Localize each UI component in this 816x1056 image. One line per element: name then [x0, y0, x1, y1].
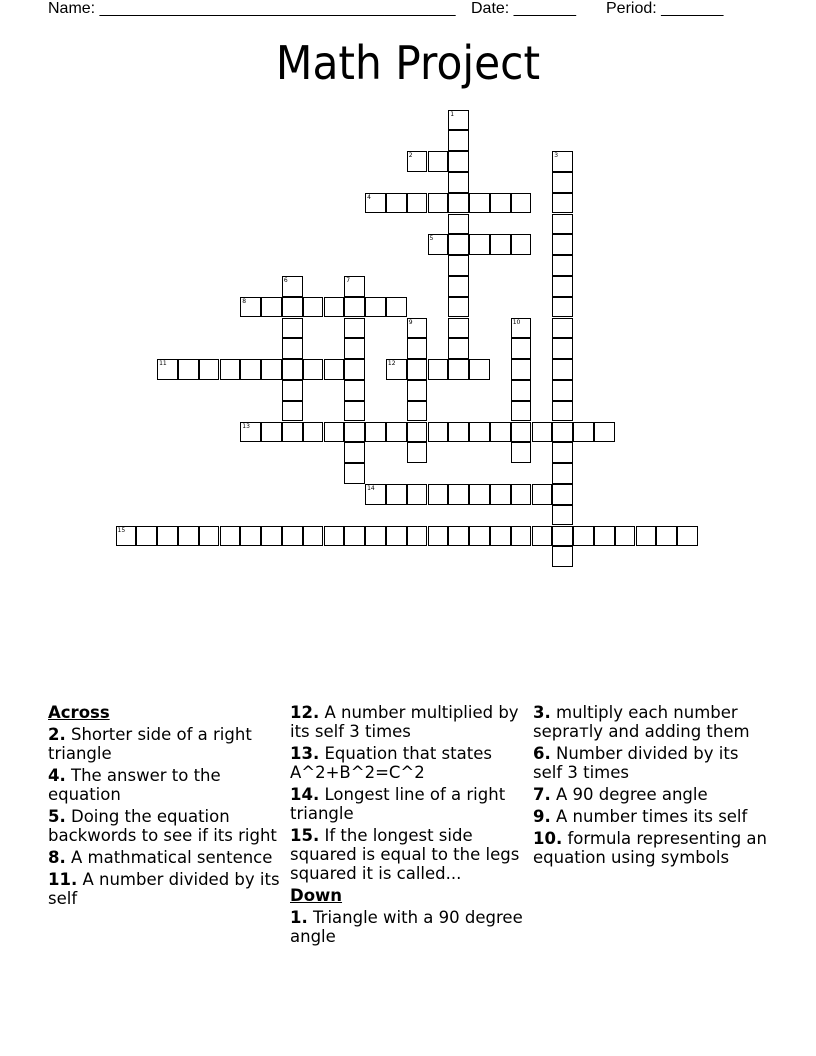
- clue-across: [48, 766, 283, 804]
- clue-across: [290, 785, 525, 823]
- crossword-cell[interactable]: [428, 234, 449, 255]
- crossword-cell[interactable]: [448, 234, 469, 255]
- crossword-cell[interactable]: [157, 526, 178, 547]
- crossword-cell[interactable]: [448, 318, 469, 339]
- crossword-cell[interactable]: [448, 255, 469, 276]
- clue-text: A number divided by its self: [48, 870, 280, 908]
- clue-number: 1: [450, 110, 455, 118]
- crossword-cell[interactable]: [511, 338, 532, 359]
- clue-number: 5: [429, 235, 434, 243]
- crossword-cell[interactable]: [448, 422, 469, 443]
- crossword-cell[interactable]: [261, 297, 282, 318]
- date-blank: _______: [513, 0, 576, 17]
- crossword-cell[interactable]: [428, 193, 449, 214]
- clue-text: Equation that states A^2+B^2=C^2: [290, 744, 492, 782]
- crossword-cell[interactable]: [448, 338, 469, 359]
- clue-across: [48, 725, 283, 763]
- clue-text: A mathmatical sentence: [71, 848, 273, 867]
- crossword-cell[interactable]: [365, 422, 386, 443]
- crossword-cell[interactable]: [324, 526, 345, 547]
- crossword-cell[interactable]: [448, 151, 469, 172]
- crossword-cell[interactable]: [386, 359, 407, 380]
- crossword-cell[interactable]: [407, 526, 428, 547]
- crossword-cell[interactable]: [344, 442, 365, 463]
- crossword-cell[interactable]: [656, 526, 677, 547]
- crossword-cell[interactable]: [240, 422, 261, 443]
- crossword-cell[interactable]: [594, 422, 615, 443]
- clue-down: [533, 703, 768, 741]
- clue-down: [533, 807, 768, 826]
- clue-number-label: 10.: [533, 829, 563, 848]
- clue-number: 13: [242, 422, 250, 430]
- crossword-cell[interactable]: [199, 526, 220, 547]
- crossword-cell[interactable]: [448, 484, 469, 505]
- across-heading: Across: [48, 703, 110, 722]
- crossword-cell[interactable]: [240, 297, 261, 318]
- crossword-cell[interactable]: [282, 422, 303, 443]
- crossword-cell[interactable]: [552, 172, 573, 193]
- clue-down: [290, 908, 525, 946]
- clue-text: A number times its self: [556, 807, 748, 826]
- crossword-cell[interactable]: [428, 422, 449, 443]
- crossword-cell[interactable]: [511, 193, 532, 214]
- crossword-cell[interactable]: [178, 526, 199, 547]
- crossword-cell[interactable]: [344, 297, 365, 318]
- crossword-cell[interactable]: [157, 359, 178, 380]
- crossword-cell[interactable]: [428, 526, 449, 547]
- clues-column-1: [48, 703, 283, 911]
- crossword-cell[interactable]: [407, 193, 428, 214]
- crossword-cell[interactable]: [386, 297, 407, 318]
- crossword-cell[interactable]: [199, 359, 220, 380]
- down-heading: Down: [290, 886, 343, 905]
- crossword-cell[interactable]: [448, 214, 469, 235]
- crossword-cell[interactable]: [469, 422, 490, 443]
- crossword-cell[interactable]: [386, 193, 407, 214]
- crossword-cell[interactable]: [303, 359, 324, 380]
- crossword-cell[interactable]: [407, 338, 428, 359]
- clue-across: [290, 703, 525, 741]
- clue-number: 14: [367, 484, 375, 492]
- crossword-cell[interactable]: [490, 234, 511, 255]
- crossword-cell[interactable]: [282, 380, 303, 401]
- crossword-cell[interactable]: [552, 276, 573, 297]
- clue-number: 12: [387, 360, 396, 368]
- crossword-cell[interactable]: [220, 526, 241, 547]
- crossword-cell[interactable]: [552, 546, 573, 567]
- crossword-cell[interactable]: [448, 359, 469, 380]
- name-label: Name:: [48, 0, 96, 17]
- clue-number: 4: [367, 193, 371, 201]
- crossword-cell[interactable]: [573, 526, 594, 547]
- crossword-cell[interactable]: [511, 380, 532, 401]
- clues-column-2: [290, 703, 525, 949]
- crossword-cell[interactable]: [490, 526, 511, 547]
- clue-number-label: 13.: [290, 744, 320, 763]
- crossword-cell[interactable]: [344, 359, 365, 380]
- crossword-cell[interactable]: [469, 359, 490, 380]
- clue-text: The answer to the equation: [48, 766, 221, 804]
- clue-number-label: 8.: [48, 848, 66, 867]
- crossword-cell[interactable]: [261, 526, 282, 547]
- clue-text: If the longest side squared is equal to the legs squared it is called...: [290, 826, 520, 883]
- crossword-cell[interactable]: [552, 234, 573, 255]
- crossword-cell[interactable]: [532, 422, 553, 443]
- crossword-cell[interactable]: [511, 442, 532, 463]
- crossword-cell[interactable]: [469, 234, 490, 255]
- clue-number: 11: [159, 360, 167, 368]
- clues-column-3: [533, 703, 768, 870]
- crossword-cell[interactable]: [511, 484, 532, 505]
- crossword-cell[interactable]: [490, 193, 511, 214]
- clue-number: 7: [346, 276, 351, 284]
- page-title: Math Project: [275, 36, 541, 90]
- crossword-cell[interactable]: [490, 422, 511, 443]
- clue-across: [290, 826, 525, 883]
- clue-number: 8: [242, 297, 247, 305]
- crossword-cell[interactable]: [552, 422, 573, 443]
- crossword-cell[interactable]: [552, 442, 573, 463]
- clue-number: 6: [283, 276, 288, 284]
- crossword-cell[interactable]: [552, 214, 573, 235]
- crossword-cell[interactable]: [552, 401, 573, 422]
- clue-across: [48, 870, 283, 908]
- clue-number: 2: [408, 152, 413, 160]
- crossword-cell[interactable]: [324, 422, 345, 443]
- crossword-cell[interactable]: [365, 526, 386, 547]
- crossword-cell[interactable]: [511, 234, 532, 255]
- crossword-cell[interactable]: [344, 380, 365, 401]
- clue-number-label: 4.: [48, 766, 66, 785]
- crossword-cell[interactable]: [282, 318, 303, 339]
- crossword-cell[interactable]: [511, 401, 532, 422]
- crossword-cell[interactable]: [448, 526, 469, 547]
- crossword-cell[interactable]: [594, 526, 615, 547]
- crossword-cell[interactable]: [282, 276, 303, 297]
- date-label: Date:: [471, 0, 510, 17]
- crossword-cell[interactable]: [282, 297, 303, 318]
- crossword-cell[interactable]: [448, 130, 469, 151]
- crossword-cell[interactable]: [282, 526, 303, 547]
- clue-number: 9: [408, 318, 413, 326]
- crossword-cell[interactable]: [282, 359, 303, 380]
- crossword-cell[interactable]: [511, 526, 532, 547]
- clue-text: A 90 degree angle: [556, 785, 708, 804]
- crossword-cell[interactable]: [136, 526, 157, 547]
- crossword-cell[interactable]: [407, 484, 428, 505]
- crossword-cell[interactable]: [552, 318, 573, 339]
- crossword-cell[interactable]: [552, 297, 573, 318]
- crossword-cell[interactable]: [303, 422, 324, 443]
- clue-text: Shorter side of a right triangle: [48, 725, 252, 763]
- name-blank: ________________________________________: [99, 0, 456, 17]
- crossword-cell[interactable]: [365, 193, 386, 214]
- crossword-cell[interactable]: [552, 484, 573, 505]
- clue-down: [533, 829, 768, 867]
- clue-number-label: 5.: [48, 807, 66, 826]
- crossword-cell[interactable]: [365, 484, 386, 505]
- crossword-cell[interactable]: [428, 484, 449, 505]
- crossword-cell[interactable]: [407, 151, 428, 172]
- crossword-cell[interactable]: [407, 380, 428, 401]
- crossword-cell[interactable]: [448, 276, 469, 297]
- crossword-cell[interactable]: [469, 193, 490, 214]
- clue-number-label: 7.: [533, 785, 551, 804]
- crossword-cell[interactable]: [365, 297, 386, 318]
- crossword-cell[interactable]: [552, 505, 573, 526]
- crossword-cell[interactable]: [552, 255, 573, 276]
- clue-across: [48, 848, 283, 867]
- crossword-cell[interactable]: [261, 359, 282, 380]
- crossword-cell[interactable]: [324, 359, 345, 380]
- crossword-cell[interactable]: [532, 484, 553, 505]
- clue-text: Longest line of a right triangle: [290, 785, 506, 823]
- clue-number-label: 2.: [48, 725, 66, 744]
- crossword-cell[interactable]: [344, 276, 365, 297]
- crossword-cell[interactable]: [677, 526, 698, 547]
- clue-number-label: 15.: [290, 826, 320, 845]
- crossword-cell[interactable]: [386, 526, 407, 547]
- crossword-cell[interactable]: [511, 318, 532, 339]
- clue-number: 15: [117, 526, 126, 534]
- crossword-cell[interactable]: [240, 359, 261, 380]
- clue-text: formula representing an equation using symbols: [533, 829, 767, 867]
- crossword-cell[interactable]: [220, 359, 241, 380]
- crossword-cell[interactable]: [407, 442, 428, 463]
- clue-text: Number divided by its self 3 times: [533, 744, 739, 782]
- crossword-cell[interactable]: [469, 484, 490, 505]
- crossword-cell[interactable]: [448, 172, 469, 193]
- crossword-cell[interactable]: [240, 526, 261, 547]
- clue-across: [290, 744, 525, 782]
- clue-text: Triangle with a 90 degree angle: [290, 908, 523, 946]
- crossword-cell[interactable]: [532, 526, 553, 547]
- crossword-cell[interactable]: [573, 422, 594, 443]
- clue-number: 3: [554, 152, 559, 160]
- crossword-cell[interactable]: [344, 318, 365, 339]
- clue-number-label: 6.: [533, 744, 551, 763]
- clue-number-label: 1.: [290, 908, 308, 927]
- crossword-cell[interactable]: [636, 526, 657, 547]
- crossword-cell[interactable]: [448, 110, 469, 131]
- clue-number-label: 11.: [48, 870, 78, 889]
- crossword-cell[interactable]: [428, 151, 449, 172]
- period-label: Period:: [606, 0, 657, 17]
- clue-across: [48, 807, 283, 845]
- period-blank: _______: [661, 0, 724, 17]
- crossword-cell[interactable]: [116, 526, 137, 547]
- crossword-cell[interactable]: [324, 297, 345, 318]
- crossword-cell[interactable]: [344, 401, 365, 422]
- crossword-cell[interactable]: [552, 338, 573, 359]
- crossword-cell[interactable]: [261, 422, 282, 443]
- crossword-cell[interactable]: [552, 463, 573, 484]
- crossword-cell[interactable]: [344, 463, 365, 484]
- crossword-cell[interactable]: [344, 526, 365, 547]
- crossword-cell[interactable]: [282, 338, 303, 359]
- crossword-cell[interactable]: [469, 526, 490, 547]
- crossword-cell[interactable]: [303, 526, 324, 547]
- crossword-cell[interactable]: [511, 359, 532, 380]
- crossword-cell[interactable]: [407, 359, 428, 380]
- clue-number-label: 12.: [290, 703, 320, 722]
- crossword-cell[interactable]: [448, 297, 469, 318]
- crossword-cell[interactable]: [407, 422, 428, 443]
- crossword-cell[interactable]: [386, 422, 407, 443]
- crossword-cell[interactable]: [282, 401, 303, 422]
- crossword-cell[interactable]: [407, 318, 428, 339]
- crossword-cell[interactable]: [552, 193, 573, 214]
- crossword-cell[interactable]: [615, 526, 636, 547]
- crossword-cell[interactable]: [552, 359, 573, 380]
- crossword-cell[interactable]: [344, 338, 365, 359]
- clue-number-label: 3.: [533, 703, 551, 722]
- clue-down: [533, 744, 768, 782]
- crossword-cell[interactable]: [552, 151, 573, 172]
- clue-text: Doing the equation backwords to see if its right: [48, 807, 277, 845]
- crossword-cell[interactable]: [448, 193, 469, 214]
- crossword-cell[interactable]: [386, 484, 407, 505]
- clue-down: [533, 785, 768, 804]
- crossword-cell[interactable]: [490, 484, 511, 505]
- clue-number-label: 14.: [290, 785, 320, 804]
- crossword-cell[interactable]: [428, 359, 449, 380]
- crossword-cell[interactable]: [552, 526, 573, 547]
- clue-text: A number multiplied by its self 3 times: [290, 703, 519, 741]
- crossword-cell[interactable]: [552, 380, 573, 401]
- crossword-cell[interactable]: [407, 401, 428, 422]
- crossword-cell[interactable]: [511, 422, 532, 443]
- clue-text: multiply each number seprатly and adding them: [533, 703, 750, 741]
- crossword-cell[interactable]: [303, 297, 324, 318]
- crossword-cell[interactable]: [344, 422, 365, 443]
- clue-number: 10: [512, 318, 521, 326]
- crossword-cell[interactable]: [178, 359, 199, 380]
- clue-number-label: 9.: [533, 807, 551, 826]
